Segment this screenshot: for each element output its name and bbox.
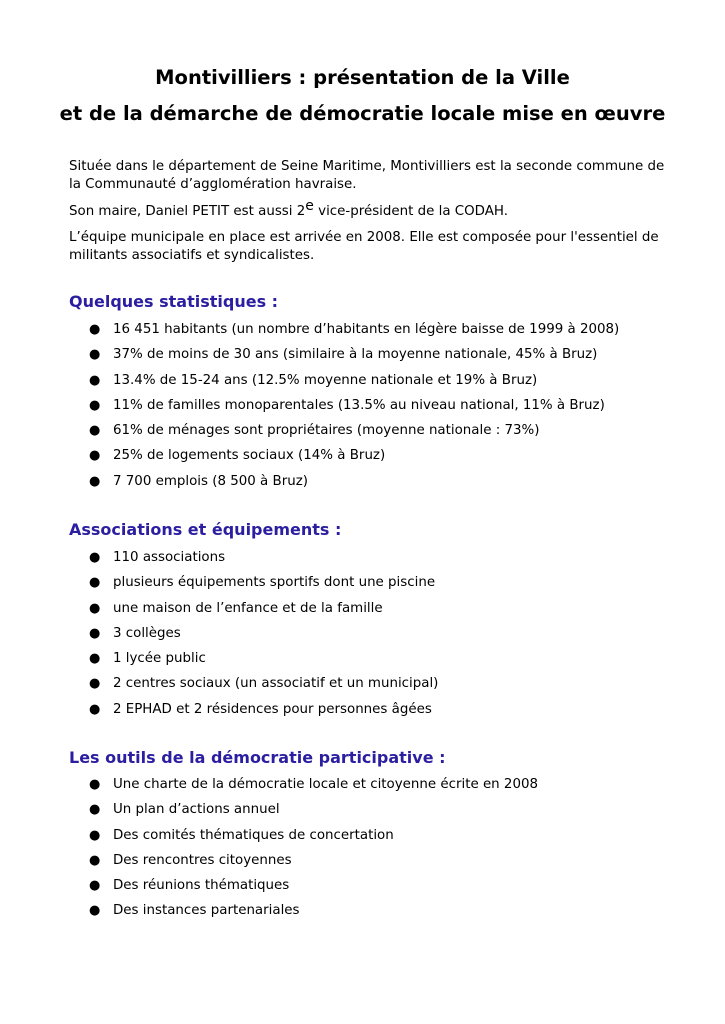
list-item-text: Des rencontres citoyennes bbox=[113, 852, 292, 868]
bullet-icon: ● bbox=[89, 448, 101, 464]
list-item bbox=[0, 473, 725, 498]
list-item bbox=[0, 877, 725, 902]
list-item-text: 110 associations bbox=[113, 550, 226, 565]
bullet-icon: ● bbox=[89, 625, 101, 641]
intro-paragraph-2-start: Son maire, Daniel PETIT est aussi 2 bbox=[69, 204, 306, 219]
list-item bbox=[0, 321, 725, 346]
bullet-icon: ● bbox=[89, 852, 101, 868]
list-item bbox=[0, 422, 725, 447]
heading-associations-equipment: Associations et équipements : bbox=[69, 520, 342, 539]
list-item bbox=[0, 902, 725, 927]
bullet-icon: ● bbox=[89, 322, 101, 337]
list-item bbox=[0, 776, 725, 801]
list-item-text: 1 lycée public bbox=[113, 651, 206, 667]
intro-paragraph-1: Située dans le département de Seine Maritime, Montivilliers est la seconde commune de la Communauté d’agglomération havraise. bbox=[69, 159, 665, 192]
bullet-icon: ● bbox=[89, 676, 101, 692]
bullet-icon: ● bbox=[89, 550, 101, 565]
intro-paragraph-3: L’équipe municipale en place est arrivée en 2008. Elle est composée pour l'essentiel de militants associatifs et syndicalistes. bbox=[69, 230, 659, 263]
list-item-text: 7 700 emplois (8 500 à Bruz) bbox=[113, 473, 308, 489]
list-item-text: 2 EPHAD et 2 résidences pour personnes âgées bbox=[113, 701, 432, 717]
list-item-text: Des comités thématiques de concertation bbox=[113, 827, 394, 843]
bullet-icon: ● bbox=[89, 423, 101, 439]
list-item-text: Un plan d’actions annuel bbox=[113, 802, 280, 818]
list-item-text: 11% de familles monoparentales (13.5% au niveau national, 11% à Bruz) bbox=[113, 397, 605, 413]
intro-paragraph-2-end: vice-président de la CODAH. bbox=[313, 204, 509, 219]
participatory-tools-list bbox=[0, 776, 725, 928]
list-item-text: Une charte de la démocratie locale et citoyenne écrite en 2008 bbox=[113, 777, 539, 792]
list-item bbox=[0, 346, 725, 371]
associations-equipment-list bbox=[0, 549, 725, 726]
bullet-icon: ● bbox=[89, 903, 101, 919]
bullet-icon: ● bbox=[89, 701, 101, 717]
heading-participatory-tools: Les outils de la démocratie participative : bbox=[69, 748, 446, 767]
bullet-icon: ● bbox=[89, 827, 101, 843]
list-item bbox=[0, 801, 725, 826]
statistics-list bbox=[0, 321, 725, 498]
intro-superscript: e bbox=[305, 198, 314, 214]
list-item bbox=[0, 574, 725, 599]
list-item bbox=[0, 549, 725, 574]
intro-paragraph-2 bbox=[69, 198, 669, 221]
page-title-line-1: Montivilliers : présentation de la Ville bbox=[155, 66, 570, 89]
bullet-icon: ● bbox=[89, 777, 101, 792]
list-item-text: 16 451 habitants (un nombre d’habitants en légère baisse de 1999 à 2008) bbox=[113, 322, 620, 337]
bullet-icon: ● bbox=[89, 651, 101, 667]
page-title-line-2: et de la démarche de démocratie locale mise en œuvre bbox=[59, 102, 666, 125]
bullet-icon: ● bbox=[89, 575, 101, 591]
list-item-text: 61% de ménages sont propriétaires (moyenne nationale : 73%) bbox=[113, 423, 540, 439]
list-item-text: Des instances partenariales bbox=[113, 903, 300, 919]
list-item bbox=[0, 675, 725, 700]
list-item bbox=[0, 372, 725, 397]
list-item bbox=[0, 701, 725, 726]
list-item bbox=[0, 397, 725, 422]
list-item bbox=[0, 447, 725, 472]
list-item-text: 2 centres sociaux (un associatif et un municipal) bbox=[113, 676, 439, 692]
list-item-text: 3 collèges bbox=[113, 625, 181, 641]
bullet-icon: ● bbox=[89, 473, 101, 489]
list-item-text: 37% de moins de 30 ans (similaire à la moyenne nationale, 45% à Bruz) bbox=[113, 347, 598, 363]
list-item bbox=[0, 827, 725, 852]
list-item bbox=[0, 650, 725, 675]
list-item bbox=[0, 600, 725, 625]
bullet-icon: ● bbox=[89, 802, 101, 818]
list-item-text: 25% de logements sociaux (14% à Bruz) bbox=[113, 448, 386, 464]
bullet-icon: ● bbox=[89, 397, 101, 413]
list-item-text: une maison de l’enfance et de la famille bbox=[113, 600, 383, 616]
bullet-icon: ● bbox=[89, 347, 101, 363]
list-item-text: Des réunions thématiques bbox=[113, 878, 290, 894]
list-item bbox=[0, 625, 725, 650]
list-item bbox=[0, 852, 725, 877]
bullet-icon: ● bbox=[89, 372, 101, 388]
bullet-icon: ● bbox=[89, 878, 101, 894]
bullet-icon: ● bbox=[89, 600, 101, 616]
list-item-text: 13.4% de 15-24 ans (12.5% moyenne nationale et 19% à Bruz) bbox=[113, 372, 538, 388]
list-item-text: plusieurs équipements sportifs dont une piscine bbox=[113, 575, 436, 591]
heading-statistics: Quelques statistiques : bbox=[69, 292, 279, 311]
